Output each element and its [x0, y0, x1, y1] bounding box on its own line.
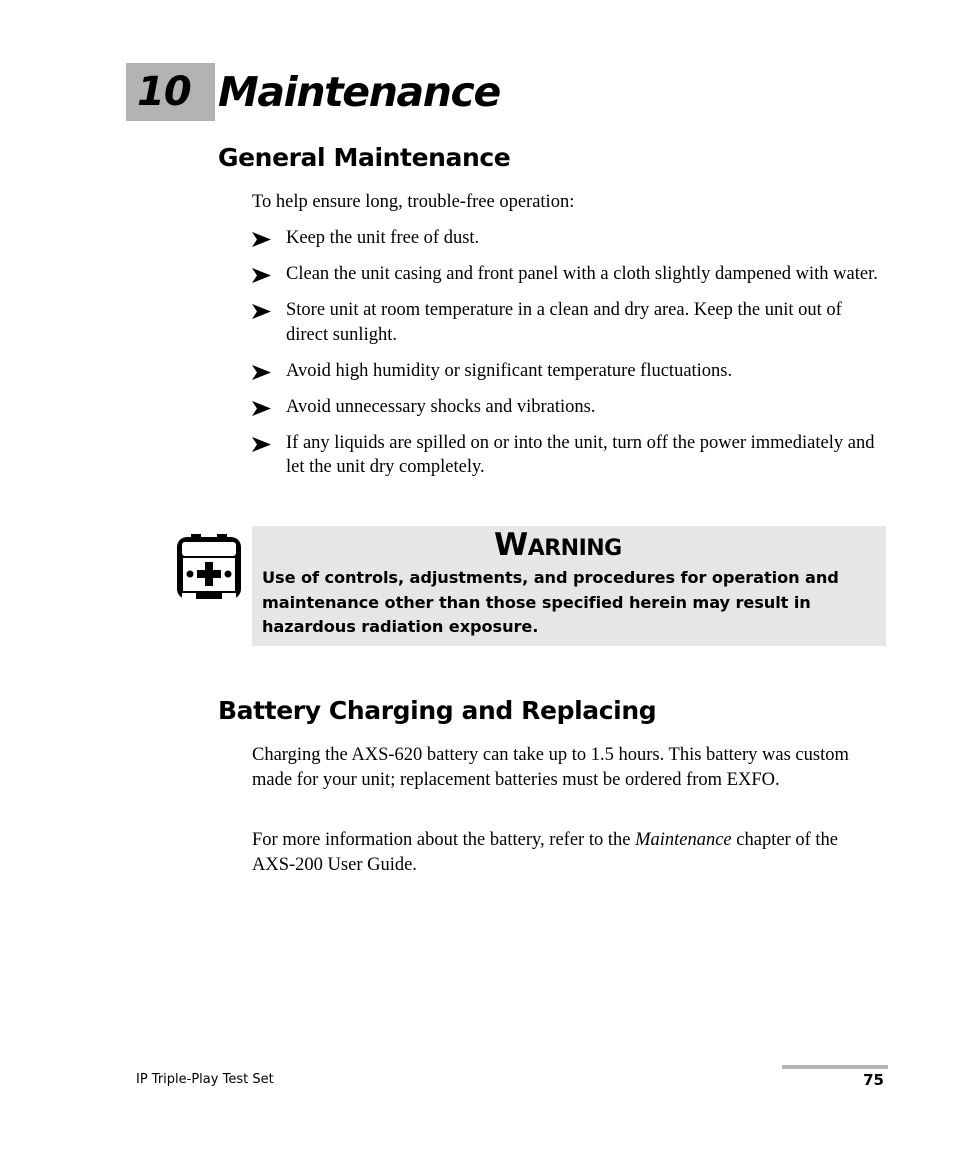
chapter-title: Maintenance	[218, 68, 500, 116]
arrow-bullet-icon	[252, 401, 271, 416]
list-item-text: Clean the unit casing and front panel with a cloth slightly dampened with water.	[286, 264, 878, 284]
list-item	[252, 359, 882, 384]
arrow-bullet-icon	[252, 268, 271, 283]
list-item-text: Store unit at room temperature in a clean and dry area. Keep the unit out of direct sunlight.	[286, 300, 842, 345]
general-intro: To help ensure long, trouble-free operation:	[252, 192, 575, 212]
list-item	[252, 226, 882, 251]
footer-rule	[782, 1065, 888, 1069]
battery-reference-paragraph	[252, 828, 882, 877]
battery-paragraph: Charging the AXS-620 battery can take up to 1.5 hours. This battery was custom made for your unit; replacement batteries must be ordered from EXFO.	[252, 745, 849, 790]
arrow-bullet-icon	[252, 437, 271, 452]
reference-emphasis: Maintenance	[635, 830, 732, 850]
battery-heading: Battery Charging and Replacing	[218, 696, 657, 725]
list-item	[252, 298, 882, 347]
list-item	[252, 431, 882, 480]
list-item-text: Avoid unnecessary shocks and vibrations.	[286, 396, 596, 417]
warning-title: Warning	[494, 527, 622, 563]
footer-product-name: IP Triple-Play Test Set	[136, 1072, 274, 1087]
warning-text: Use of controls, adjustments, and procedures for operation and maintenance other than those specified herein may result in hazardous radiation exposure.	[262, 568, 839, 636]
list-item-text: Keep the unit free of dust.	[286, 228, 480, 248]
ambulance-icon	[174, 533, 244, 603]
list-item	[252, 395, 882, 420]
arrow-bullet-icon	[252, 232, 271, 247]
page-number: 75	[863, 1071, 884, 1089]
reference-text-before: For more information about the battery, refer to the	[252, 830, 636, 850]
maintenance-list	[252, 226, 882, 491]
list-item-text: If any liquids are spilled on or into the unit, turn off the power immediately and let the unit dry completely.	[286, 432, 875, 477]
list-item	[252, 262, 882, 287]
arrow-bullet-icon	[252, 365, 271, 380]
reference-text-after: chapter of the AXS-200 User Guide.	[252, 830, 838, 875]
general-maintenance-heading: General Maintenance	[218, 143, 511, 172]
arrow-bullet-icon	[252, 304, 271, 319]
list-item-text: Avoid high humidity or significant temperature fluctuations.	[286, 360, 733, 381]
chapter-number: 10	[137, 69, 191, 115]
